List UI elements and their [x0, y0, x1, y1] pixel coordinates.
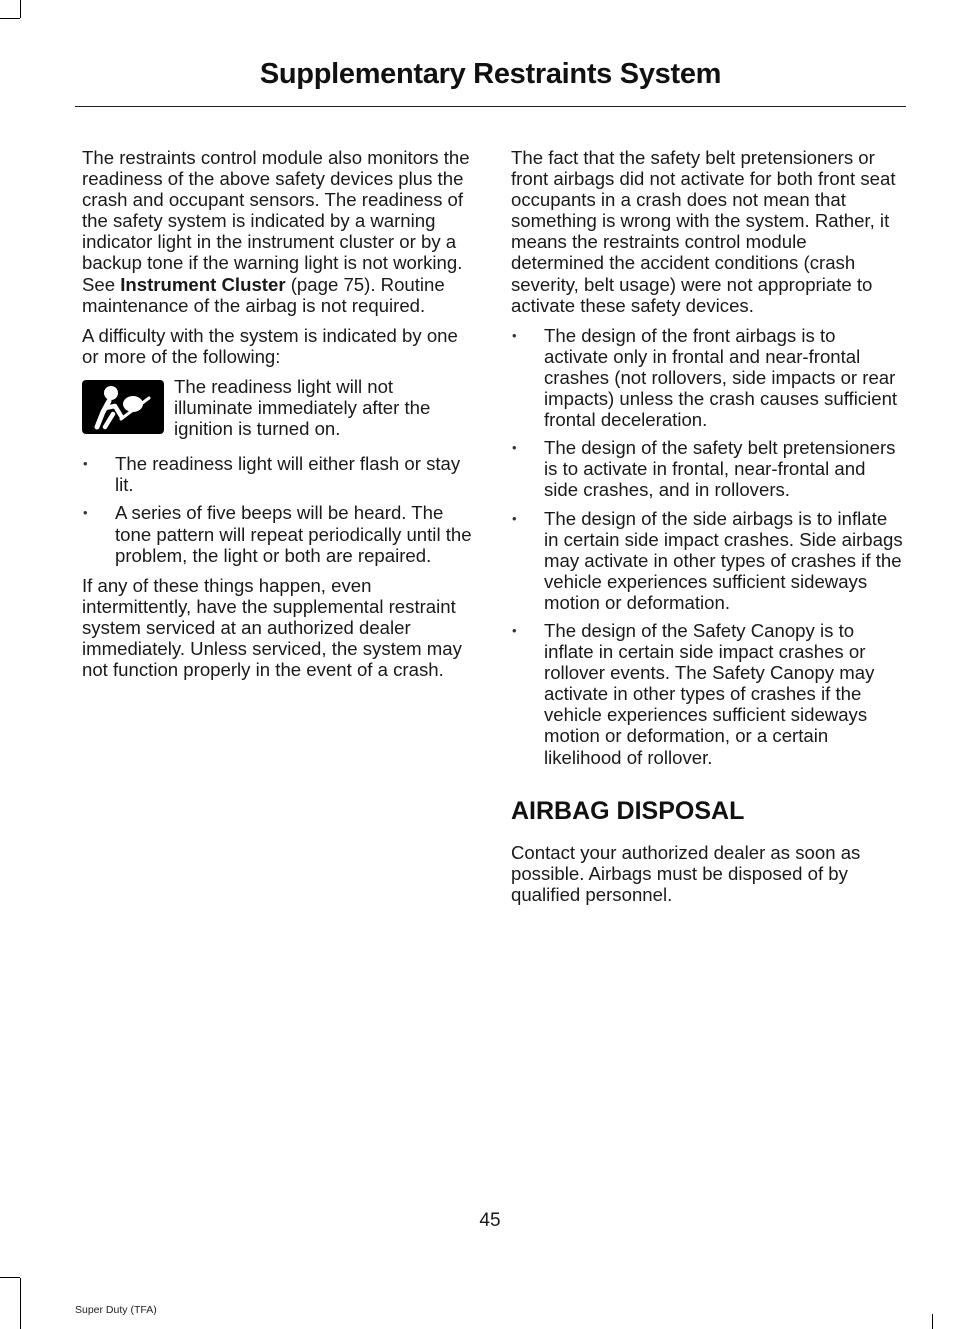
header-divider	[75, 106, 906, 107]
list-item: • The design of the front airbags is to activate only in frontal and near-frontal crashes (not rollovers, side impacts or rear impacts) unless the crash causes sufficient frontal deceleration.	[511, 325, 903, 430]
page-title: Supplementary Restraints System	[259, 58, 722, 90]
intro-paragraph: The restraints control module also monitors the readiness of the above safety devices plus the crash and occupant sensors. The readiness of the safety system is indicated by a warning indicator light in the instrument cluster or by a backup tone if the warning light is not working. See Instrument Cluster (page 75). Routine maintenance of the airbag is not required.	[82, 147, 470, 316]
right-column	[511, 147, 903, 914]
readiness-light-text: The readiness light will not illuminate immediately after the ignition is turned on.	[174, 375, 431, 440]
left-column	[82, 147, 474, 689]
footer-text: Super Duty (TFA)	[75, 1304, 157, 1316]
disposal-paragraph: Contact your authorized dealer as soon as possible. Airbags must be disposed of by qualified personnel.	[511, 841, 861, 905]
crop-mark	[0, 18, 20, 19]
list-item: • The design of the side airbags is to inflate in certain side impact crashes. Side airbags may activate in other types of crashes if the vehicle experiences sufficient sideways motion or deformation.	[511, 508, 903, 613]
difficulty-paragraph: A difficulty with the system is indicated by one or more of the following:	[82, 324, 458, 367]
readiness-light-item	[82, 376, 474, 439]
crop-mark	[20, 1278, 21, 1329]
crop-mark	[20, 0, 21, 18]
list-item: • The readiness light will either flash or stay lit.	[82, 453, 474, 495]
right-bullet-list	[511, 325, 903, 768]
service-paragraph: If any of these things happen, even intermittently, have the supplemental restraint system serviced at an authorized dealer immediately. Unless serviced, the system may not function properly in the event of a crash.	[82, 574, 462, 681]
airbag-disposal-heading: AIRBAG DISPOSAL	[511, 796, 745, 825]
list-item: • The design of the Safety Canopy is to inflate in certain side impact crashes or rollover events. The Safety Canopy may activate in other types of crashes if the vehicle experiences sufficient sideways motion or deformation, or a certain likelihood of rollover.	[511, 620, 903, 768]
airbag-warning-icon	[82, 380, 164, 434]
instrument-cluster-link[interactable]: Instrument Cluster	[120, 273, 286, 295]
pretensioner-paragraph: The fact that the safety belt pretensioners or front airbags did not activate for both front seat occupants in a crash does not mean that something is wrong with the system. Rather, it means the restraints control module determined the accident conditions (crash severity, belt usage) were not appropriate to activate these safety devices.	[511, 147, 896, 316]
list-item: • A series of five beeps will be heard. The tone pattern will repeat periodically until the problem, the light or both are repaired.	[82, 502, 474, 565]
list-item: • The design of the safety belt pretensioners is to activate in frontal, near-frontal and side crashes, and in rollovers.	[511, 437, 903, 500]
crop-mark	[0, 1277, 20, 1278]
left-bullet-list	[82, 453, 474, 565]
page-number: 45	[479, 1210, 501, 1231]
crop-mark	[932, 1314, 933, 1329]
